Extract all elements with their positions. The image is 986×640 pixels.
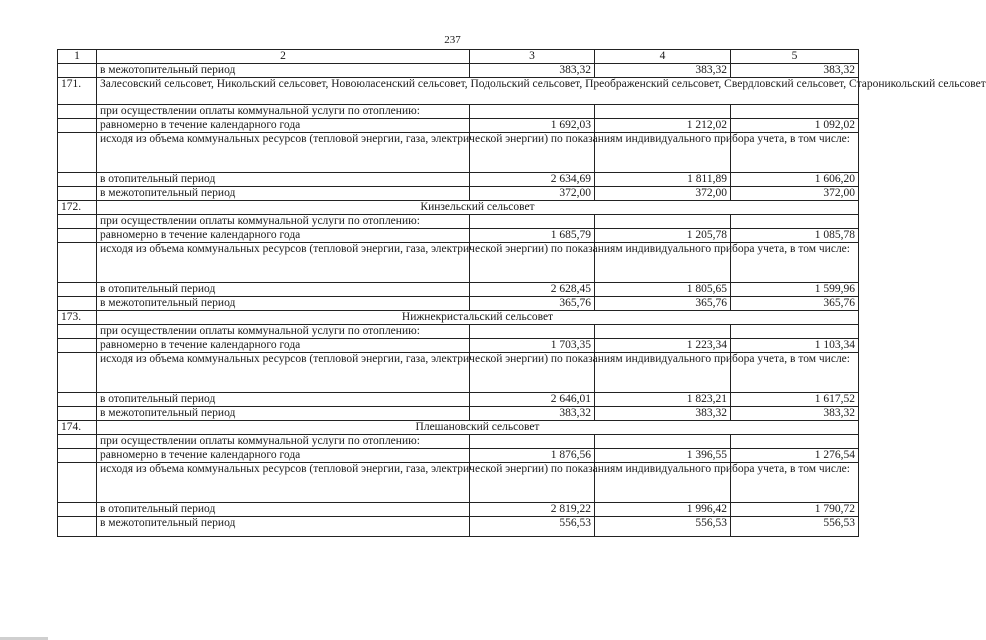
table-row [58, 187, 859, 201]
table-row [58, 64, 859, 78]
row-label: в отопительный период [97, 503, 470, 517]
index-cell [58, 463, 97, 503]
column-number-row [58, 50, 859, 64]
row-label: при осуществлении оплаты коммунальной услуги по отоплению: [97, 435, 470, 449]
row-label: при осуществлении оплаты коммунальной услуги по отоплению: [97, 215, 470, 229]
table-row [58, 353, 859, 393]
index-cell [58, 435, 97, 449]
row-label: исходя из объема коммунальных ресурсов (тепловой энергии, газа, электрической энергии) по показаниям индивидуального прибора учета, в том числе: [97, 353, 470, 393]
section-index: 174. [58, 421, 97, 435]
value-cell: 1 103,34 [731, 339, 859, 353]
table-row [58, 463, 859, 503]
row-label: равномерно в течение календарного года [97, 449, 470, 463]
table-row [58, 325, 859, 339]
value-cell: 1 617,52 [731, 393, 859, 407]
value-cell: 1 205,78 [595, 229, 731, 243]
table-row [58, 243, 859, 283]
value-cell [470, 325, 595, 339]
index-cell [58, 243, 97, 283]
value-cell [731, 435, 859, 449]
value-cell: 556,53 [470, 517, 595, 537]
table-row [58, 339, 859, 353]
value-cell [731, 215, 859, 229]
table-row [58, 283, 859, 297]
section-index: 171. [58, 78, 97, 105]
value-cell: 1 996,42 [595, 503, 731, 517]
table-row [58, 393, 859, 407]
value-cell: 365,76 [731, 297, 859, 311]
index-cell [58, 517, 97, 537]
row-label: в межотопительный период [97, 297, 470, 311]
row-label: в отопительный период [97, 283, 470, 297]
value-cell: 556,53 [731, 517, 859, 537]
value-cell: 1 692,03 [470, 119, 595, 133]
value-cell [470, 215, 595, 229]
row-label: исходя из объема коммунальных ресурсов (тепловой энергии, газа, электрической энергии) по показаниям индивидуального прибора учета, в том числе: [97, 463, 470, 503]
value-cell: 383,32 [731, 64, 859, 78]
row-label: равномерно в течение календарного года [97, 339, 470, 353]
value-cell [470, 105, 595, 119]
index-cell [58, 353, 97, 393]
value-cell: 383,32 [470, 64, 595, 78]
column-number: 3 [470, 50, 595, 64]
section-title: Нижнекристальский сельсовет [97, 311, 859, 325]
column-number: 4 [595, 50, 731, 64]
value-cell: 383,32 [595, 407, 731, 421]
index-cell [58, 297, 97, 311]
index-cell [58, 229, 97, 243]
value-cell: 2 628,45 [470, 283, 595, 297]
value-cell: 2 634,69 [470, 173, 595, 187]
tariff-table [57, 49, 986, 537]
index-cell [58, 64, 97, 78]
index-cell [58, 215, 97, 229]
column-number: 1 [58, 50, 97, 64]
value-cell: 1 212,02 [595, 119, 731, 133]
table-row [58, 503, 859, 517]
row-label: равномерно в течение календарного года [97, 119, 470, 133]
index-cell [58, 449, 97, 463]
row-label: в отопительный период [97, 173, 470, 187]
value-cell: 1 876,56 [470, 449, 595, 463]
section-title: Залесовский сельсовет, Никольский сельсовет, Новоюласенский сельсовет, Подольский сельсовет, Преображенский сельсовет, Свердловский сельсовет, Староникольский сельсовет [97, 78, 859, 105]
value-cell: 1 092,02 [731, 119, 859, 133]
value-cell: 1 805,65 [595, 283, 731, 297]
index-cell [58, 283, 97, 297]
table-row [58, 407, 859, 421]
column-number: 2 [97, 50, 470, 64]
value-cell [595, 325, 731, 339]
section-index: 173. [58, 311, 97, 325]
section-title-row [58, 201, 859, 215]
table-row [58, 173, 859, 187]
value-cell [595, 215, 731, 229]
table-row [58, 119, 859, 133]
table-row [58, 215, 859, 229]
value-cell: 1 396,55 [595, 449, 731, 463]
index-cell [58, 407, 97, 421]
value-cell: 372,00 [595, 187, 731, 201]
value-cell: 1 685,79 [470, 229, 595, 243]
section-index: 172. [58, 201, 97, 215]
index-cell [58, 325, 97, 339]
row-label: в межотопительный период [97, 64, 470, 78]
index-cell [58, 393, 97, 407]
row-label: исходя из объема коммунальных ресурсов (тепловой энергии, газа, электрической энергии) по показаниям индивидуального прибора учета, в том числе: [97, 133, 470, 173]
value-cell: 1 606,20 [731, 173, 859, 187]
value-cell: 383,32 [470, 407, 595, 421]
value-cell [731, 105, 859, 119]
value-cell: 383,32 [595, 64, 731, 78]
section-title: Кинзельский сельсовет [97, 201, 859, 215]
value-cell: 2 819,22 [470, 503, 595, 517]
section-title-row [58, 421, 859, 435]
value-cell: 1 223,34 [595, 339, 731, 353]
row-label: в межотопительный период [97, 517, 470, 537]
column-number: 5 [731, 50, 859, 64]
value-cell: 1 599,96 [731, 283, 859, 297]
value-cell: 365,76 [595, 297, 731, 311]
index-cell [58, 187, 97, 201]
value-cell: 1 823,21 [595, 393, 731, 407]
value-cell: 383,32 [731, 407, 859, 421]
value-cell: 1 276,54 [731, 449, 859, 463]
index-cell [58, 133, 97, 173]
index-cell [58, 105, 97, 119]
value-cell: 372,00 [731, 187, 859, 201]
sections-body [58, 78, 986, 537]
page-number: 237 [444, 34, 461, 46]
index-cell [58, 173, 97, 187]
row-label: равномерно в течение календарного года [97, 229, 470, 243]
table-row [58, 449, 859, 463]
value-cell [595, 105, 731, 119]
value-cell: 556,53 [595, 517, 731, 537]
row-label: в отопительный период [97, 393, 470, 407]
table-row [58, 133, 859, 173]
row-label: в межотопительный период [97, 407, 470, 421]
value-cell: 1 703,35 [470, 339, 595, 353]
section-title: Плешановский сельсовет [97, 421, 859, 435]
value-cell: 1 790,72 [731, 503, 859, 517]
row-label: в межотопительный период [97, 187, 470, 201]
table-row [58, 435, 859, 449]
value-cell [731, 325, 859, 339]
table-row [58, 105, 859, 119]
index-cell [58, 119, 97, 133]
index-cell [58, 339, 97, 353]
value-cell: 365,76 [470, 297, 595, 311]
table-row [58, 297, 859, 311]
row-label: при осуществлении оплаты коммунальной услуги по отоплению: [97, 105, 470, 119]
value-cell [470, 435, 595, 449]
value-cell: 2 646,01 [470, 393, 595, 407]
value-cell: 1 811,89 [595, 173, 731, 187]
value-cell: 372,00 [470, 187, 595, 201]
section-title-row [58, 311, 859, 325]
row-label: исходя из объема коммунальных ресурсов (тепловой энергии, газа, электрической энергии) по показаниям индивидуального прибора учета, в том числе: [97, 243, 470, 283]
row-label: при осуществлении оплаты коммунальной услуги по отоплению: [97, 325, 470, 339]
section-title-row [58, 78, 859, 105]
value-cell [595, 435, 731, 449]
table-row [58, 517, 859, 537]
value-cell: 1 085,78 [731, 229, 859, 243]
index-cell [58, 503, 97, 517]
table-row [58, 229, 859, 243]
